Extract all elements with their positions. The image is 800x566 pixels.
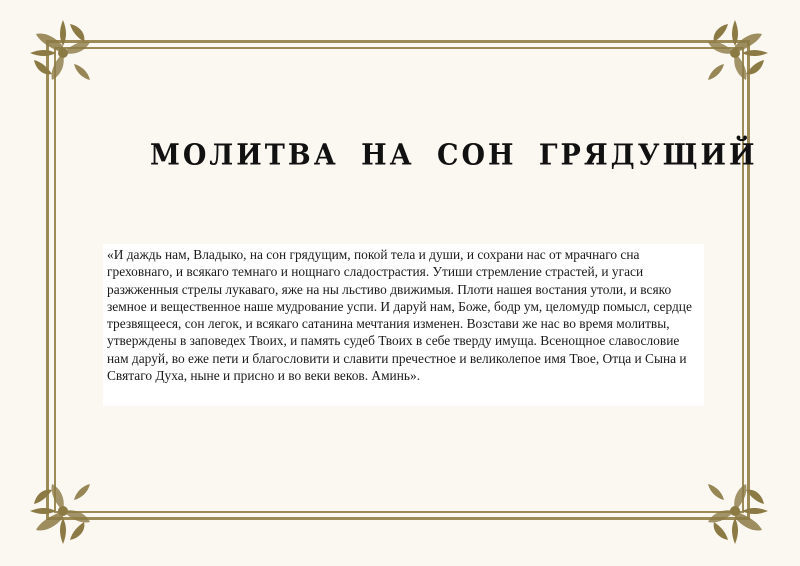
prayer-text-block <box>103 244 704 406</box>
floral-corner-icon <box>696 14 774 92</box>
prayer-body: «И даждь нам, Владыко, на сон грядущим, покой тела и души, и сохрани нас от мрачнаго сна греховнаго, и всякаго темнаго и нощнаго сладострастия. Утиши стремление страстей, и угаси разжженныя стрелы лукаваго, яже на ны льстиво движимыя. Плоти нашея востания утоли, и всяко земное и вещественное наше мудрование успи. И даруй нам, Боже, бодр ум, целомудр помысл, сердце трезвящееся, сон легок, и всякаго сатанина мечтания изменен. Возстави же нас во время молитвы, утверждены в заповедех Твоих, и память судеб Твоих в себе тверду имуща. Всенощное славословие нам даруй, во еже пети и благословити и славити пречестное и великолепое имя Твое, Отца и Сына и Святаго Духа, ныне и присно и во веки веков. Аминь». <box>107 247 692 384</box>
page-title: МОЛИТВА НА СОН ГРЯДУЩИЙ <box>150 138 758 173</box>
floral-corner-icon <box>24 472 102 550</box>
floral-corner-icon <box>24 14 102 92</box>
floral-corner-icon <box>696 472 774 550</box>
